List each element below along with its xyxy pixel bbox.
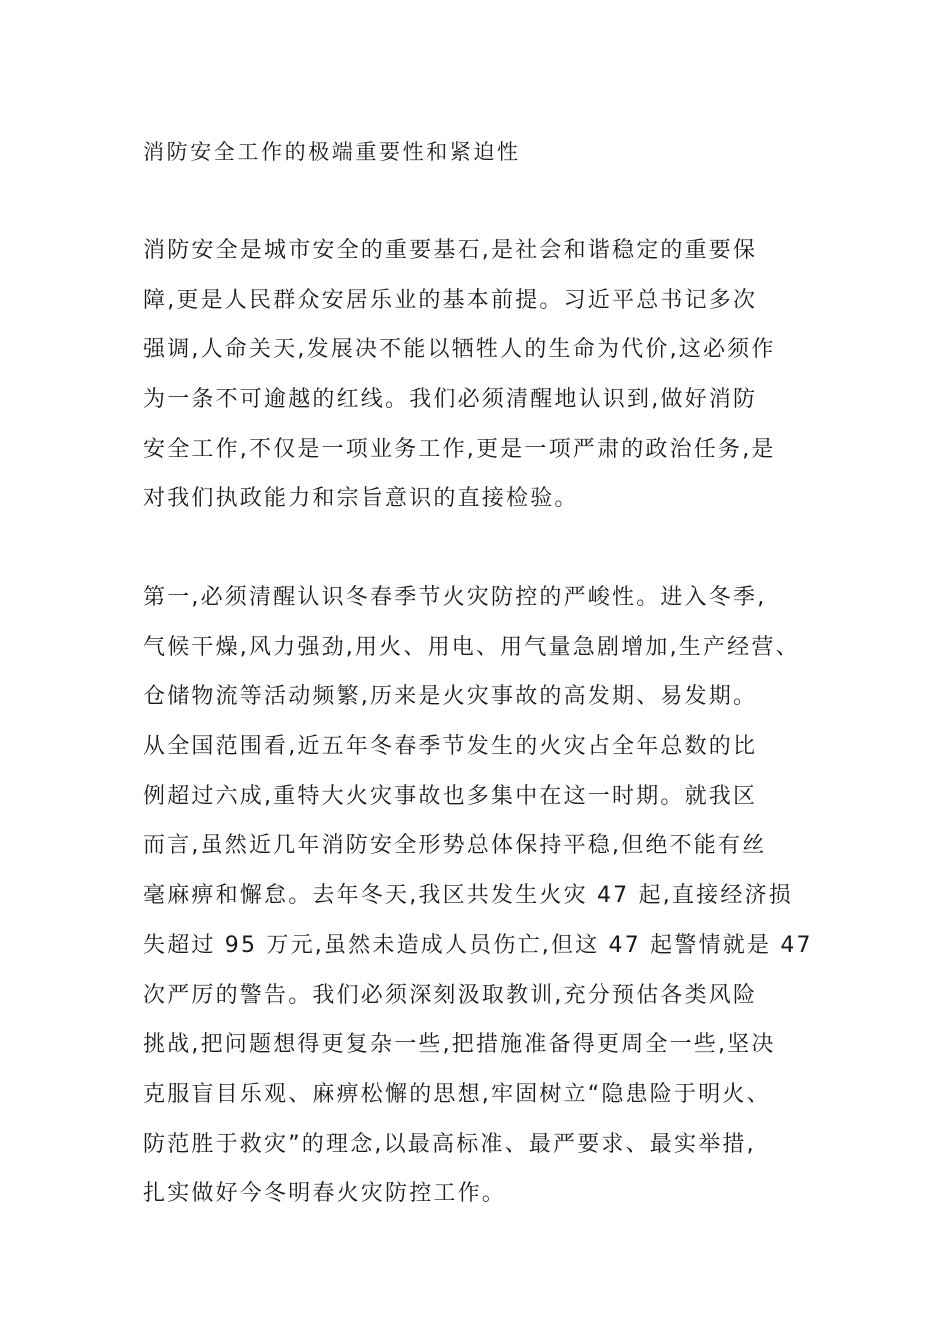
text-line: 障,更是人民群众安居乐业的基本前提。习近平总书记多次 <box>143 287 758 313</box>
text-line: 次严厉的警告。我们必须深刻汲取教训,充分预估各类风险 <box>143 982 758 1008</box>
text-line: 克服盲目乐观、麻痹松懈的思想,牢固树立“隐患险于明火、 <box>143 1081 771 1107</box>
text-line: 气候干燥,风力强劲,用火、用电、用气量急剧增加,生产经营、 <box>143 634 800 660</box>
text-line: 而言,虽然近几年消防安全形势总体保持平稳,但绝不能有丝 <box>143 833 767 859</box>
text-line: 从全国范围看,近五年冬春季节发生的火灾占全年总数的比 <box>143 734 758 760</box>
document-title: 消防安全工作的极端重要性和紧迫性 <box>143 140 521 164</box>
text-line: 挑战,把问题想得更复杂一些,把措施准备得更周全一些,坚决 <box>143 1032 776 1058</box>
text-line: 失超过 95 万元,虽然未造成人员伤亡,但这 47 起警情就是 47 <box>143 932 813 958</box>
paragraph-first-point <box>143 573 813 1219</box>
text-line: 为一条不可逾越的红线。我们必须清醒地认识到,做好消防 <box>143 387 758 413</box>
text-line: 强调,人命关天,发展决不能以牺牲人的生命为代价,这必须作 <box>143 337 776 363</box>
text-line: 防范胜于救灾”的理念,以最高标准、最严要求、最实举措, <box>143 1131 756 1157</box>
text-line: 例超过六成,重特大火灾事故也多集中在这一时期。就我区 <box>143 783 758 809</box>
text-line: 消防安全是城市安全的重要基石,是社会和谐稳定的重要保 <box>143 238 758 263</box>
text-line: 毫麻痹和懈怠。去年冬天,我区共发生火灾 47 起,直接经济损 <box>143 883 793 909</box>
text-line: 扎实做好今冬明春火灾防控工作。 <box>143 1181 507 1207</box>
text-line: 对我们执政能力和宗旨意识的直接检验。 <box>143 486 579 512</box>
text-line: 仓储物流等活动频繁,历来是火灾事故的高发期、易发期。 <box>143 684 758 710</box>
text-line: 安全工作,不仅是一项业务工作,更是一项严肃的政治任务,是 <box>143 436 776 462</box>
paragraph-intro <box>143 226 813 524</box>
text-line: 第一,必须清醒认识冬春季节火灾防控的严峻性。进入冬季, <box>143 585 767 610</box>
